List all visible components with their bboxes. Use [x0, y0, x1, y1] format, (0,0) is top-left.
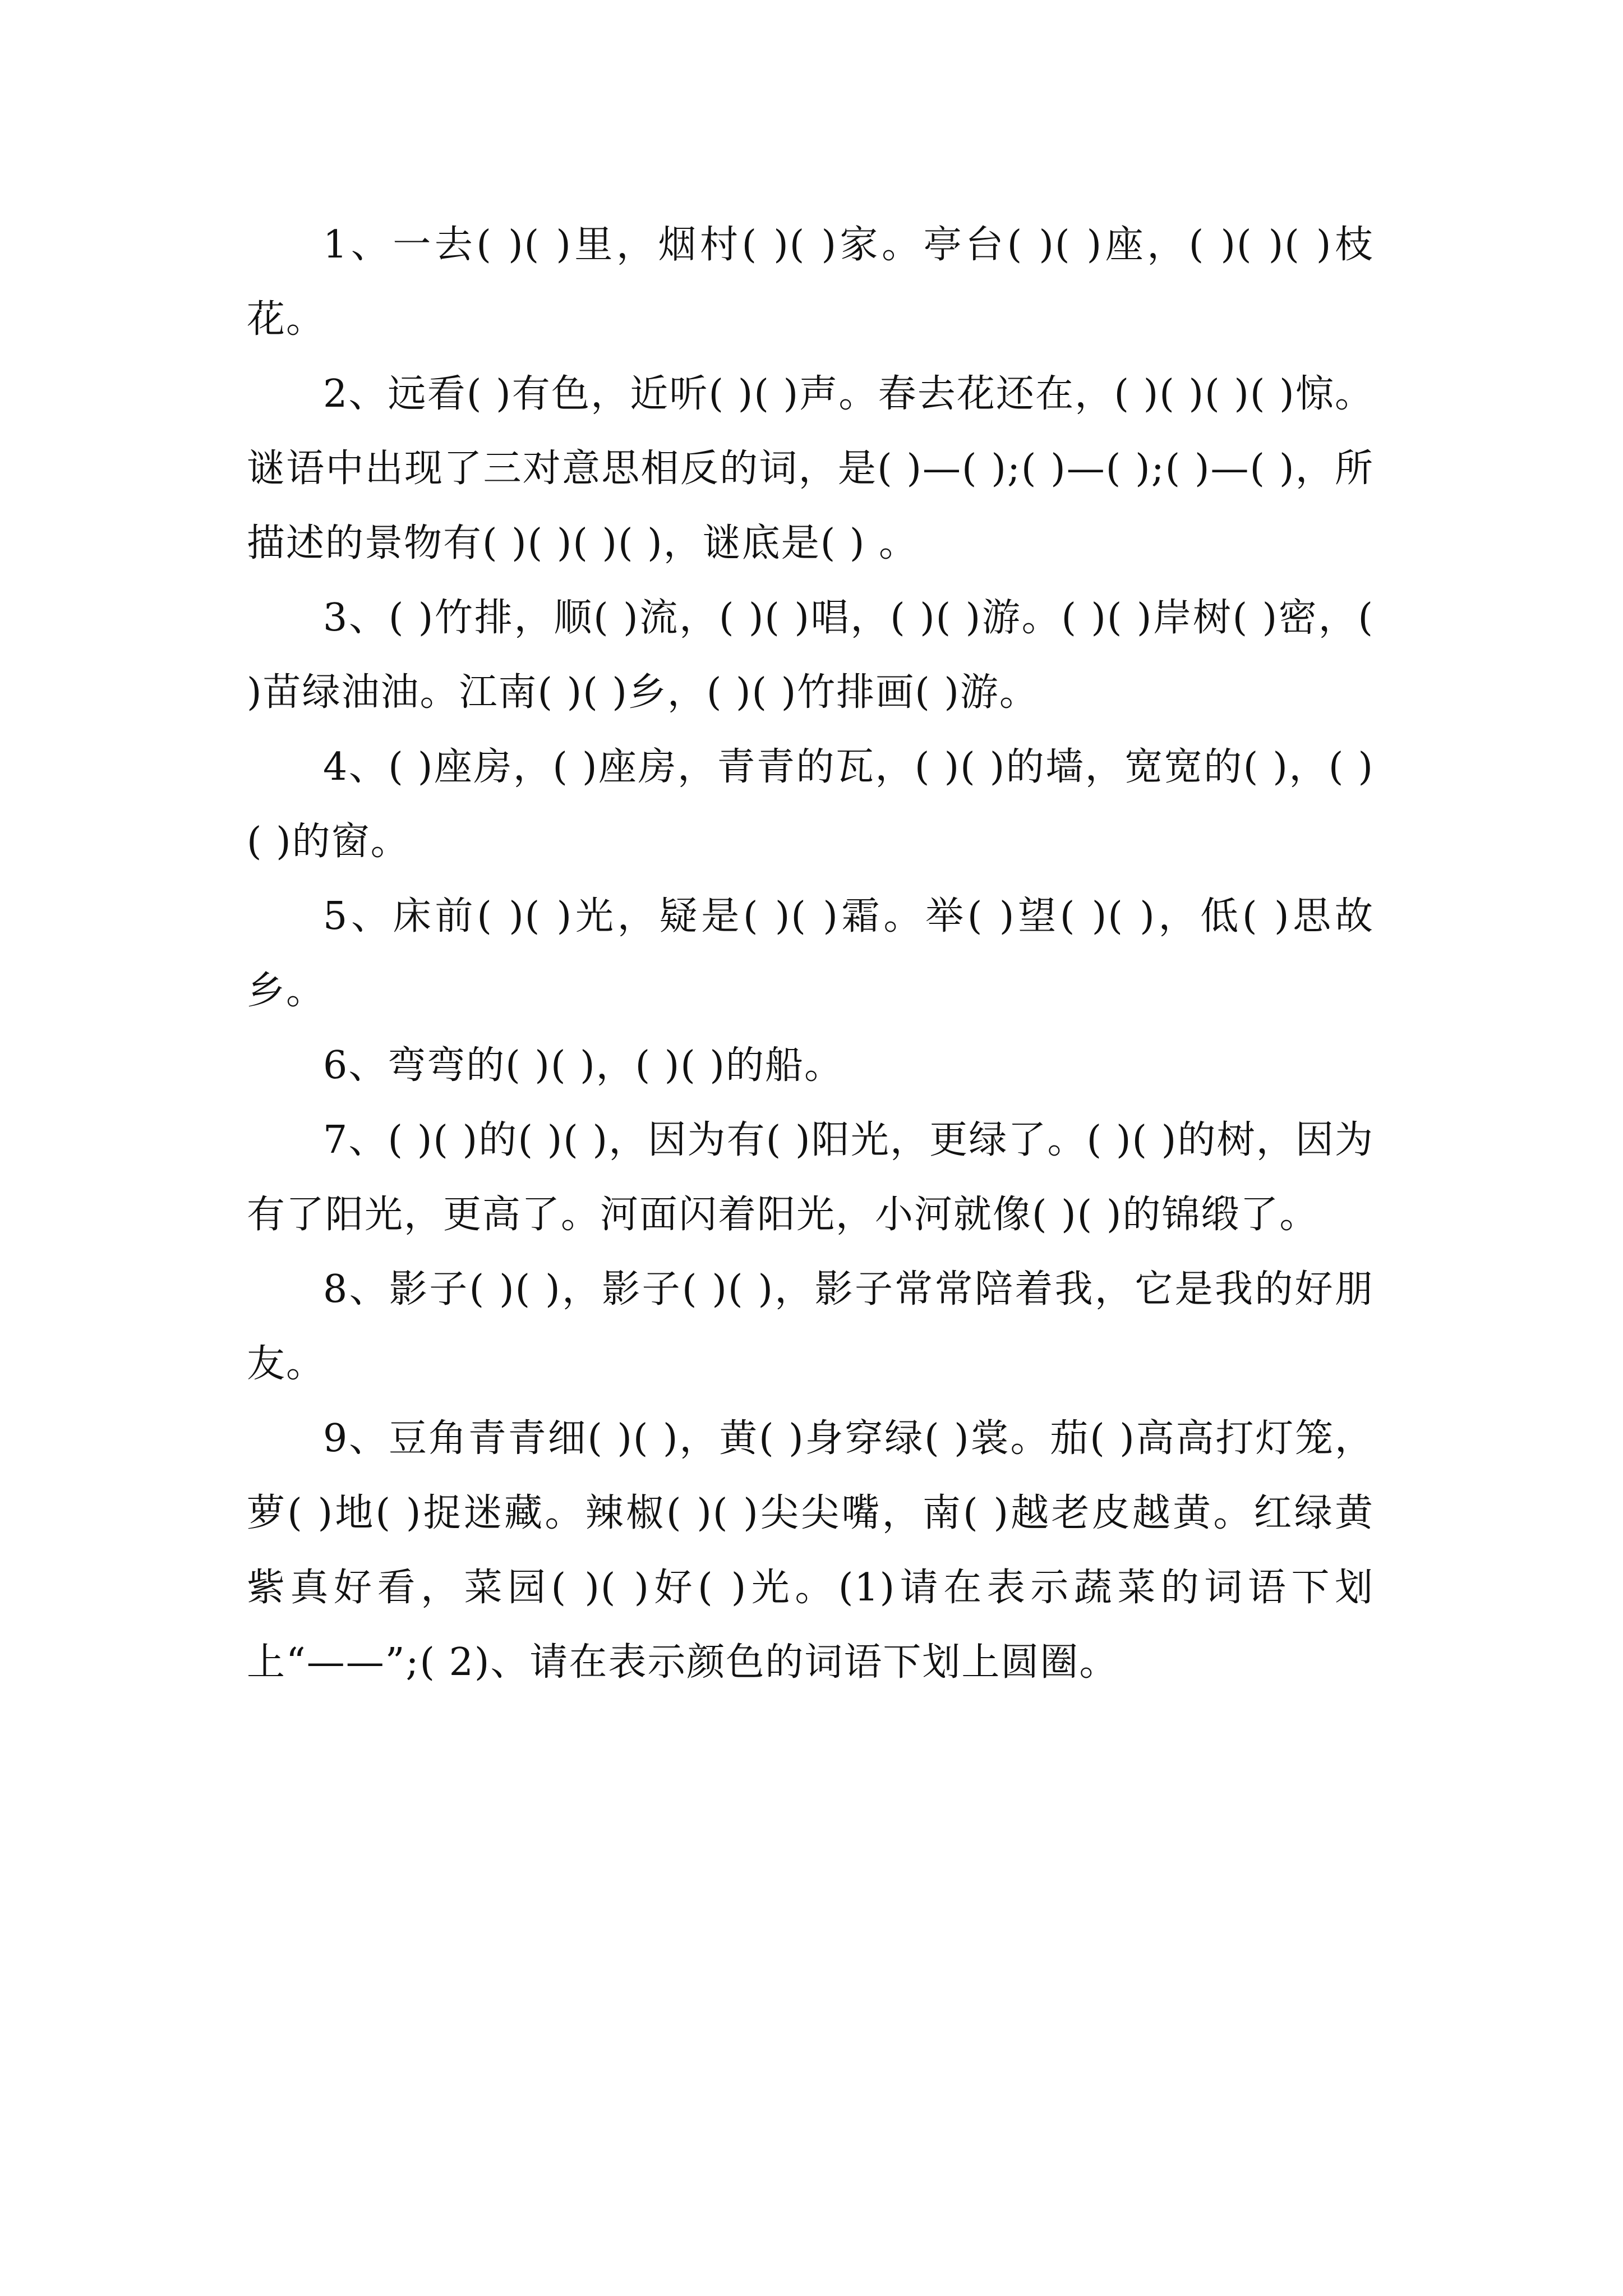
question-8: 8、影子( )( )，影子( )( )，影子常常陪着我，它是我的好朋友。: [247, 1267, 1374, 1386]
question-5: 5、床前( )( )光，疑是( )( )霜。举( )望( )( )，低( )思故乡。: [247, 894, 1374, 1013]
question-3: 3、( )竹排，顺( )流，( )( )唱，( )( )游。( )( )岸树( )密，( )苗绿油油。江南( )( )乡，( )( )竹排画( )游。: [247, 596, 1374, 715]
question-6: 6、弯弯的( )( )，( )( )的船。: [323, 1043, 843, 1088]
question-4: 4、( )座房，( )座房，青青的瓦，( )( )的墙，宽宽的( )，( )( )的窗。: [247, 745, 1374, 864]
question-1: 1、一去( )( )里，烟村( )( )家。亭台( )( )座，( )( )( )枝花。: [247, 223, 1374, 342]
question-9: 9、豆角青青细( )( )，黄( )身穿绿( )裳。茄( )高高打灯笼，萝( )地( )捉迷藏。辣椒( )( )尖尖嘴，南( )越老皮越黄。红绿黄紫真好看，菜园( )( )好( )光。(1)请在表示蔬菜的词语下划上“——”;( 2)、请在表示颜色的词语下划上圆圈。: [247, 1416, 1374, 1685]
question-2: 2、远看( )有色，近听( )( )声。春去花还在，( )( )( )( )惊。谜语中出现了三对意思相反的词，是( )—( );( )—( );( )—( )，所描述的景物有( )( )( )( )，谜底是( ) 。: [247, 372, 1374, 565]
worksheet-page: [247, 208, 1374, 1700]
question-7: 7、( )( )的( )( )，因为有( )阳光，更绿了。( )( )的树，因为有了阳光，更高了。河面闪着阳光，小河就像( )( )的锦缎了。: [247, 1118, 1374, 1237]
